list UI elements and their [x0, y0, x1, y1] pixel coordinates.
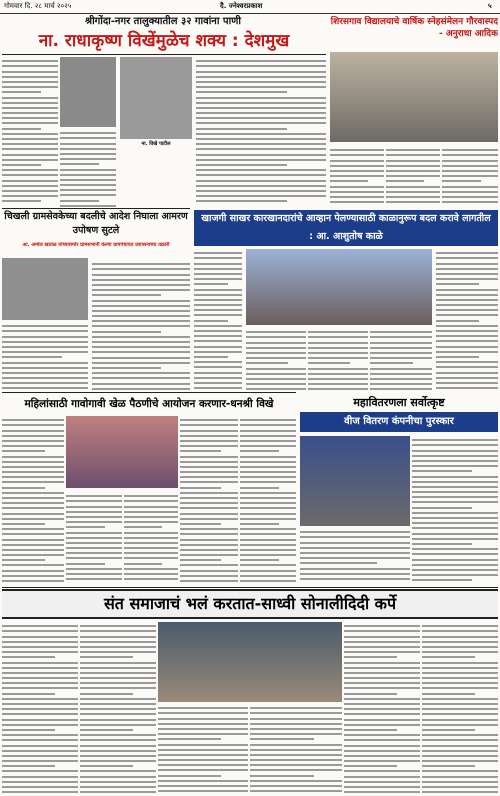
article-7-column-5 [344, 622, 420, 794]
paper-name: दै. ज्नेश्वरप्रकाश [220, 2, 263, 10]
article-4-banner [194, 210, 498, 246]
article-4-photo [246, 249, 432, 325]
article-1-photo-2 [120, 57, 192, 139]
article-1-headline: ना. राधाकृष्ण विखेंमुळेच शक्य : देशमुख [38, 31, 290, 51]
article-7-column-2 [80, 622, 156, 794]
article-1-column-1 [2, 57, 58, 207]
article-7-column-1 [2, 622, 78, 794]
article-6-headline: वीज वितरण कंपनीचा पुरस्कार [300, 412, 498, 432]
article-7-banner [2, 589, 498, 619]
divider [2, 587, 498, 588]
article-4-column-2 [246, 328, 306, 391]
article-1-column-2 [60, 129, 116, 207]
divider [2, 208, 190, 209]
article-3-photo [2, 258, 88, 320]
article-6-photo [300, 436, 410, 526]
article-3-kicker: आ. अमोल खताळ यांच्यासमोर ग्रामसभानी केल्या ग्रामपंचायत प्रशासनाच्या तक्रारी [22, 242, 170, 248]
article-7-column-4 [250, 704, 342, 794]
article-5-headline: महिलांसाठी गावोगावी खेळ पैठणीचे आयोजन करणार-धनश्री विखे [24, 398, 274, 410]
article-5-column-5 [240, 416, 296, 584]
article-1-column-3 [196, 57, 326, 207]
article-1-photo-caption: ना. विखे पाटील [141, 141, 171, 147]
article-1-kicker: श्रीगोंदा-नगर तालुक्यातील ३२ गावांना पाणी [84, 16, 242, 27]
article-4-column-1 [194, 249, 242, 391]
article-6-column-1 [300, 528, 410, 584]
article-7-column-3 [158, 704, 248, 794]
article-6-kicker: महावितरणला सर्वोत्कृष्ट [353, 396, 445, 409]
article-1-photo-1 [60, 57, 116, 127]
article-3-column-1 [2, 322, 88, 390]
article-2-column-3 [442, 146, 498, 204]
page-number: ५ [488, 2, 492, 10]
article-7-column-6 [422, 622, 498, 794]
article-2-headline: शिरसगाव विद्यालयाचे वार्षिक स्नेहसंमेलन गौरवास्पद - अनुराधा आदिक [330, 17, 498, 39]
article-4-headline: खाजगी साखर कारखानदारांचे आव्हान पेलण्यासाठी काळानुरूप बदल करावे लागतील : आ. आशुतोष काळे [201, 213, 491, 242]
article-4-column-5 [436, 249, 498, 391]
article-3-headline: चिखली ग्रामसेवकेच्या बदलीचे आदेश निघाला आमरण उपोषण सुटले [4, 211, 188, 236]
article-4-column-3 [308, 328, 368, 391]
article-4-column-4 [370, 328, 432, 391]
article-2-column-1 [330, 146, 384, 204]
article-6-column-2 [412, 436, 498, 584]
divider [2, 54, 326, 55]
article-2-photo [330, 52, 498, 142]
article-7-headline: संत समाजाचं भलं करतात-साध्वी सोनालीदिदी कर्पे [103, 594, 397, 613]
article-7-photo [158, 622, 342, 702]
issue-date: गोमवार दि. २८ मार्च २०२५ [4, 2, 72, 10]
page-header [0, 0, 500, 14]
article-5-column-1 [2, 416, 64, 584]
article-5-column-2 [66, 492, 122, 584]
article-5-column-3 [124, 492, 178, 584]
article-3-column-2 [92, 260, 190, 390]
article-2-column-2 [386, 146, 440, 204]
divider [2, 392, 296, 393]
article-5-column-4 [180, 416, 238, 584]
article-5-photo [66, 416, 178, 488]
